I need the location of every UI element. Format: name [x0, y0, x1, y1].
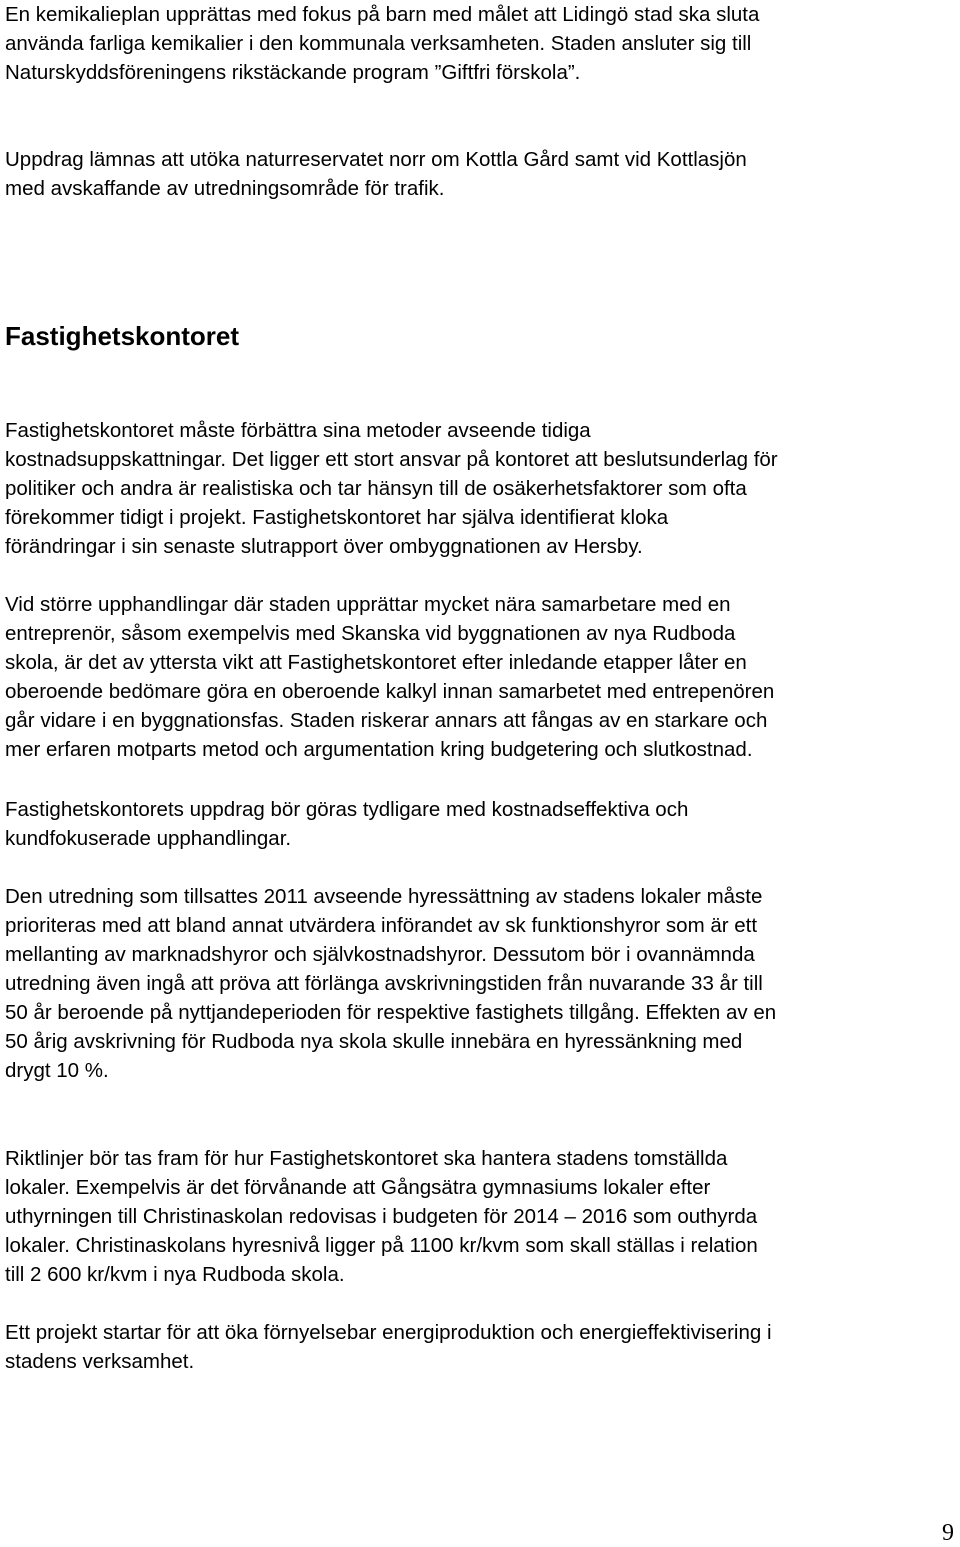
- paragraph-vacant-premises: Riktlinjer bör tas fram för hur Fastighetskontoret ska hantera stadens tomställda lokaler. Exempelvis är det förvånande att Gångsätra gymnasiums lokaler efter uthyrningen till Christinaskolan redovisas i budgeten för 2014 – 2016 som outhyrda lokaler. Christinaskolans hyresnivå ligger på 1100 kr/kvm som skall ställas i relation till 2 600 kr/kvm i nya Rudboda skola.: [5, 1147, 758, 1286]
- paragraph-rent-setting: Den utredning som tillsattes 2011 avseende hyressättning av stadens lokaler måste prioriteras med att bland annat utvärdera införandet av sk funktionshyror som är ett mellanting av marknadshyror och självkostnadshyror. Dessutom bör i ovannämnda utredning även ingå att pröva att förlänga avskrivningstiden från nuvarande 33 år till 50 år beroende på nyttjandeperioden för respektive fastighets tillgång. Effekten av en 50 årig avskrivning för Rudboda nya skola skulle innebära en hyressänkning med drygt 10 %.: [5, 885, 777, 1082]
- paragraph-chemical-plan: En kemikalieplan upprättas med fokus på barn med målet att Lidingö stad ska sluta använda farliga kemikalier i den kommunala verksamheten. Staden ansluter sig till Naturskyddsföreningens rikstäckande program ”Giftfri förskola”.: [5, 3, 760, 84]
- section-heading: Fastighetskontoret: [5, 321, 240, 351]
- paragraph-office-mission: Fastighetskontorets uppdrag bör göras tydligare med kostnadseffektiva och kundfokuserade upphandlingar.: [5, 798, 689, 850]
- paragraph-nature-reserve: Uppdrag lämnas att utöka naturreservatet norr om Kottla Gård samt vid Kottlasjön med avskaffande av utredningsområde för trafik.: [5, 148, 747, 200]
- paragraph-cost-estimates: Fastighetskontoret måste förbättra sina metoder avseende tidiga kostnadsuppskattningar. Det ligger ett stort ansvar på kontoret att beslutsunderlag för politiker och andra är realistiska och tar hänsyn till de osäkerhetsfaktorer som ofta förekommer tidigt i projekt. Fastighetskontoret har själva identifierat kloka förändringar i sin senaste slutrapport över ombyggnationen av Hersby.: [5, 419, 778, 558]
- paragraph-energy-project: Ett projekt startar för att öka förnyelsebar energiproduktion och energieffektivisering i stadens verksamhet.: [5, 1321, 772, 1373]
- paragraph-procurement: Vid större upphandlingar där staden upprättar mycket nära samarbetare med en entreprenör, såsom exempelvis med Skanska vid byggnationen av nya Rudboda skola, är det av yttersta vikt att Fastighetskontoret efter inledande etapper låter en oberoende bedömare göra en oberoende kalkyl innan samarbetet med entrepenören går vidare i en byggnationsfas. Staden riskerar annars att fångas av en starkare och mer erfaren motparts metod och argumentation kring budgetering och slutkostnad.: [5, 593, 775, 761]
- page-number: 9: [942, 1520, 954, 1546]
